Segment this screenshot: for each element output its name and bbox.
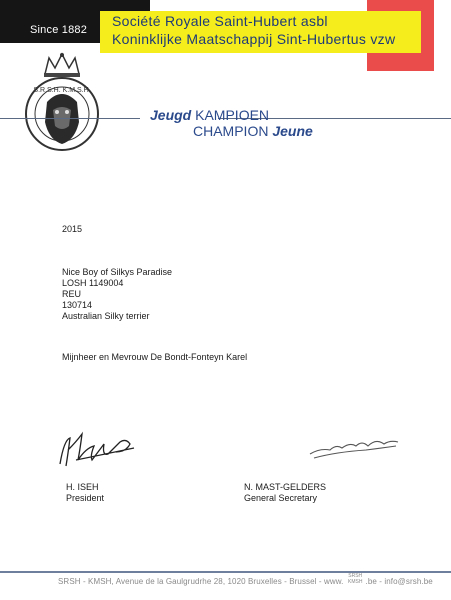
- owner-name: Mijnheer en Mevrouw De Bondt-Fonteyn Karel: [62, 352, 248, 362]
- footer-small-top: SRSH: [348, 573, 363, 579]
- footer-rule: [0, 571, 451, 573]
- since-label: Since 1882: [30, 24, 88, 36]
- president-signature-icon: [56, 430, 138, 470]
- footer-website-stack: [348, 573, 362, 585]
- org-name-french: Société Royale Saint-Hubert asbl: [112, 13, 328, 29]
- dog-color: REU: [62, 289, 82, 299]
- dog-breed: Australian Silky terrier: [62, 311, 150, 321]
- certificate-year: 2015: [62, 224, 83, 234]
- footer-small-bottom: KMSH: [348, 579, 363, 585]
- dog-birth-date: 130714: [62, 300, 93, 310]
- title-dutch-rest: KAMPIOEN: [191, 107, 270, 123]
- title-french-rest: CHAMPION: [193, 123, 273, 139]
- footer-contact: .be - info@srsh.be: [365, 577, 433, 586]
- dog-registration: LOSH 1149004: [62, 278, 124, 288]
- title-dutch: [150, 107, 269, 123]
- secretary-signature-icon: [306, 436, 402, 462]
- secretary-role: General Secretary: [244, 493, 318, 503]
- emblem-text: S.R.S.H. K.M.S.H.: [33, 87, 91, 94]
- president-name: H. ISEH: [66, 482, 99, 492]
- secretary-name: N. MAST-GELDERS: [244, 482, 327, 492]
- title-french-italic: Jeune: [272, 123, 313, 139]
- dog-name: Nice Boy of Silkys Paradise: [62, 267, 173, 277]
- footer-address-text: SRSH - KMSH, Avenue de la Gaulgrudrhe 28, 1020 Bruxelles - Brussel - www.: [58, 577, 344, 586]
- title-rule-left: [0, 118, 140, 119]
- title-dutch-italic: Jeugd: [150, 107, 192, 123]
- title-french: [193, 123, 313, 139]
- president-role: President: [66, 493, 105, 503]
- org-name-dutch: Koninklijke Maatschappij Sint-Hubertus vzw: [112, 31, 396, 47]
- footer-address: [58, 577, 433, 586]
- royal-crest-emblem-icon: [17, 52, 107, 154]
